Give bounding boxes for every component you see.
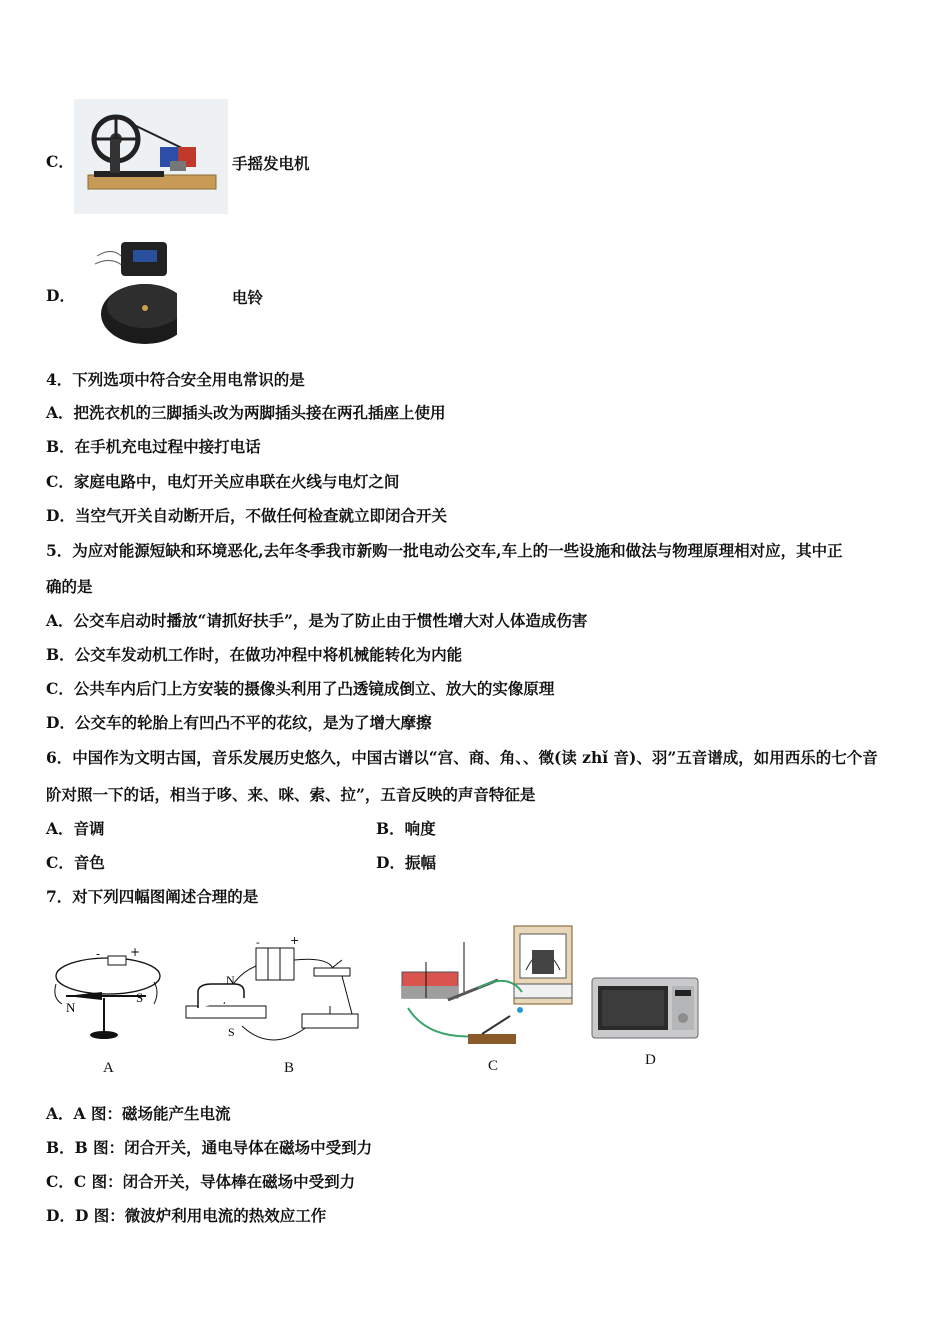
q4-option-b: B．在手机充电过程中接打电话 xyxy=(46,437,261,456)
figure-a-n: N xyxy=(66,1000,76,1015)
figure-d-drawing xyxy=(590,974,700,1040)
option-c-label: 手摇发电机 xyxy=(232,154,310,173)
q7-stem: 7．对下列四幅图阐述合理的是 xyxy=(46,887,259,906)
q6-stem-line2: 阶对照一下的话，相当于哆、来、咪、索、拉”，五音反映的声音特征是 xyxy=(46,785,536,804)
figure-b-motor-principle xyxy=(182,936,366,1054)
electric-bell-image xyxy=(93,236,177,346)
q5-option-b: B．公交车发动机工作时，在做功冲程中将机械能转化为内能 xyxy=(46,645,463,664)
q6-stem-line1: 6．中国作为文明古国，音乐发展历史悠久，中国古谱以“宫、商、角、、徵(读 zhǐ 音)、羽”五音谱成，如用西乐的七个音 xyxy=(46,748,878,767)
figure-b-minus: - xyxy=(256,936,260,949)
figure-c-drawing xyxy=(398,922,578,1050)
q7-option-b: B．B 图：闭合开关，通电导体在磁场中受到力 xyxy=(46,1138,373,1157)
q7-option-c: C．C 图：闭合开关，导体棒在磁场中受到力 xyxy=(46,1172,356,1191)
q5-option-c: C．公共车内后门上方安装的摄像头利用了凸透镜成倒立、放大的实像原理 xyxy=(46,679,555,698)
figure-a-minus: - xyxy=(96,947,101,961)
figure-d-caption: D xyxy=(645,1052,656,1068)
option-d-letter: D． xyxy=(46,286,75,305)
q5-stem-line2: 确的是 xyxy=(46,577,93,596)
figure-b-caption: B xyxy=(284,1060,295,1076)
hand-crank-generator-image xyxy=(74,99,228,214)
figure-a-caption: A xyxy=(103,1060,114,1076)
figure-a-s: S xyxy=(136,990,144,1005)
option-c-letter: C． xyxy=(46,152,74,171)
q4-option-c: C．家庭电路中，电灯开关应串联在火线与电灯之间 xyxy=(46,472,400,491)
figure-b-s: S xyxy=(228,1025,235,1039)
figure-a-plus: + xyxy=(130,945,141,959)
figure-b-n: N xyxy=(226,973,235,987)
q6-option-c: C．音色 xyxy=(46,853,105,872)
q6-option-b: B．响度 xyxy=(376,819,436,838)
q4-option-a: A．把洗衣机的三脚插头改为两脚插头接在两孔插座上使用 xyxy=(46,403,446,422)
q5-option-a: A．公交车启动时播放“请抓好扶手”，是为了防止由于惯性增大对人体造成伤害 xyxy=(46,611,588,630)
figure-b-drawing xyxy=(182,936,366,1054)
figure-a-drawing xyxy=(46,940,166,1050)
q6-option-d: D．振幅 xyxy=(376,853,436,872)
figure-a-oersted xyxy=(46,940,166,1050)
q4-option-d: D．当空气开关自动断开后，不做任何检查就立即闭合开关 xyxy=(46,506,447,525)
q6-option-a: A．音调 xyxy=(46,819,105,838)
figure-b-plus: + xyxy=(290,936,300,947)
q4-stem: 4．下列选项中符合安全用电常识的是 xyxy=(46,370,305,389)
q5-stem-line1: 5．为应对能源短缺和环境恶化,去年冬季我市新购一批电动公交车,车上的一些设施和做法与物理原理相对应，其中正 xyxy=(46,541,843,560)
q7-option-d: D．D 图：微波炉利用电流的热效应工作 xyxy=(46,1206,327,1225)
q7-option-a: A．A 图：磁场能产生电流 xyxy=(46,1104,231,1123)
figure-c-caption: C xyxy=(488,1058,499,1074)
q5-option-d: D．公交车的轮胎上有凹凸不平的花纹，是为了增大摩擦 xyxy=(46,713,432,732)
hand-crank-generator-drawing xyxy=(74,99,228,214)
figure-d-microwave xyxy=(590,974,700,1040)
figure-c-induction xyxy=(398,922,578,1050)
option-d-label: 电铃 xyxy=(232,288,264,307)
electric-bell-drawing xyxy=(93,236,177,346)
